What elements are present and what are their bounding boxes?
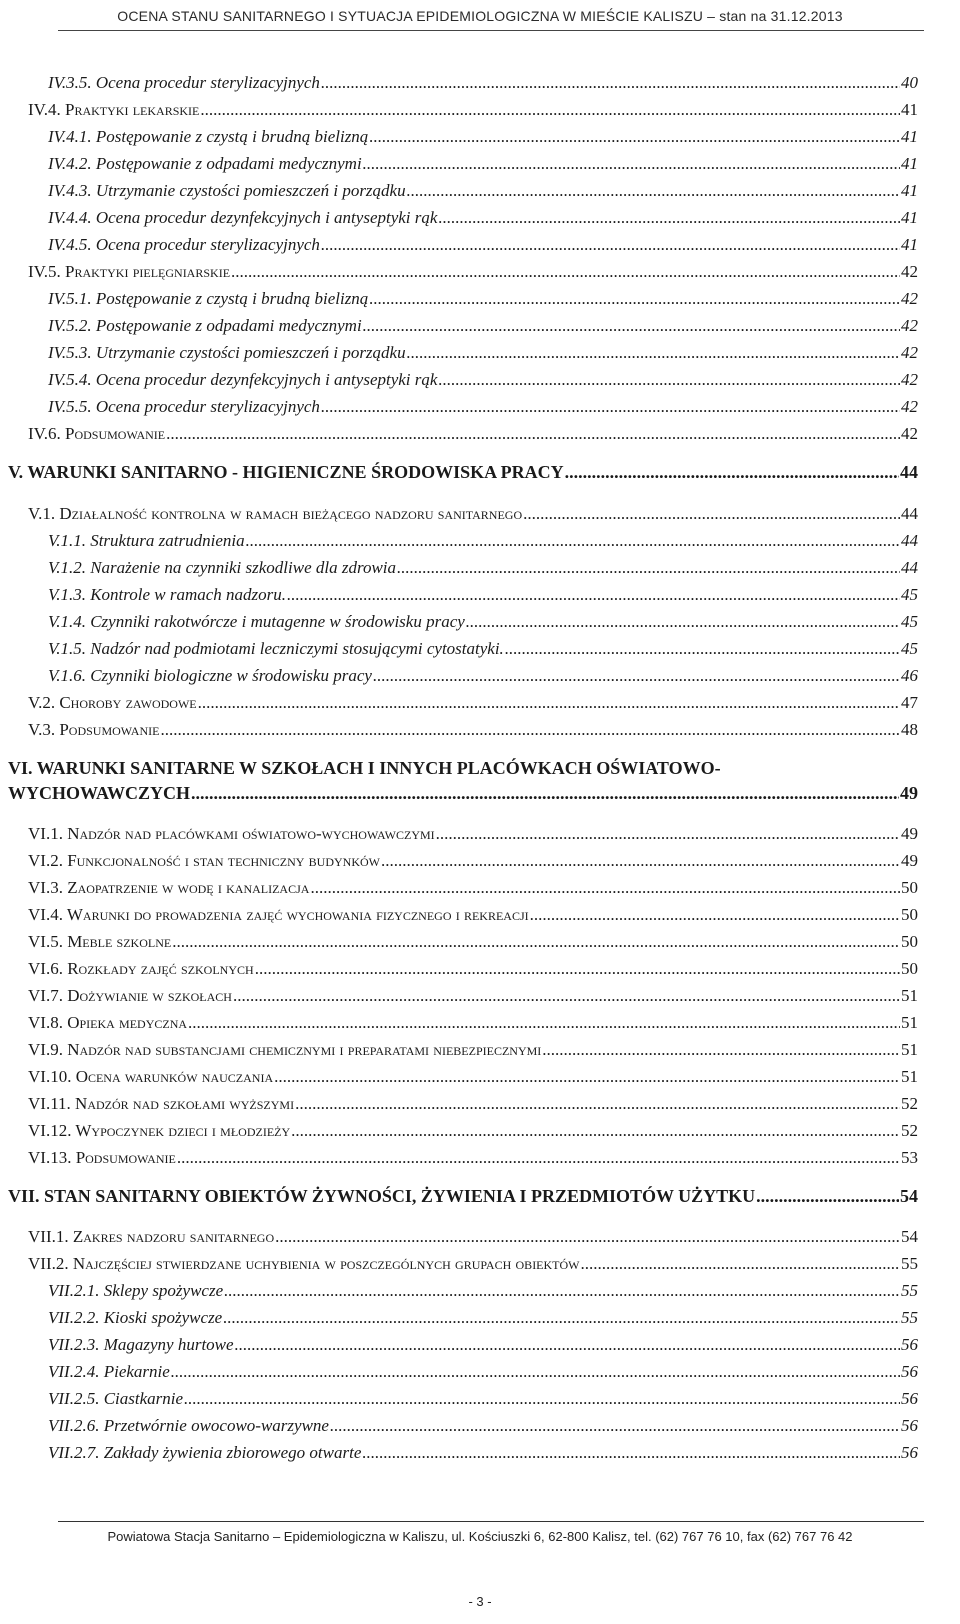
toc-entry-title: VI.6. Rozkłady zajęć szkolnych [28,959,254,978]
toc-leader-dots [172,931,900,953]
toc-leader-dots [188,1012,900,1034]
toc-entry[interactable] [8,782,918,804]
toc-entry[interactable] [48,665,918,687]
toc-leader-dots [523,503,900,525]
toc-leader-dots [397,557,900,579]
toc-entry-title: VI.11. Nadzór nad szkołami wyższymi [28,1094,295,1113]
footer-rule [58,1521,924,1522]
toc-entry-title: V.1.2. Narażenie na czynniki szkodliwe dla zdrowia [48,558,397,577]
toc-entry[interactable] [28,1120,918,1142]
toc-entry[interactable] [28,1093,918,1115]
toc-entry-page: 50 [901,932,918,951]
toc-entry-page: 45 [901,612,918,631]
toc-leader-dots [438,369,900,391]
toc-leader-dots [369,288,900,310]
toc-entry[interactable] [48,369,918,391]
toc-leader-dots [310,877,900,899]
toc-entry-page: 40 [901,73,918,92]
toc-entry-title: V.3. Podsumowanie [28,720,160,739]
toc-entry-title: VII.2. Najczęściej stwierdzane uchybienia w poszczególnych grupach obiektów [28,1254,580,1273]
toc-entry-title: VI.10. Ocena warunków nauczania [28,1067,274,1086]
toc-entry-page: 49 [900,783,918,803]
toc-leader-dots [530,904,900,926]
toc-entry[interactable] [28,1039,918,1061]
toc-entry-page: 50 [901,878,918,897]
toc-leader-dots [171,1361,900,1383]
toc-entry-page: 55 [901,1254,918,1273]
toc-leader-dots [565,461,899,483]
toc-entry-page: 46 [901,666,918,685]
toc-entry[interactable] [48,180,918,202]
toc-entry-title: IV.4.2. Postępowanie z odpadami medycznymi [48,154,362,173]
toc-leader-dots [191,782,899,804]
toc-entry[interactable] [48,342,918,364]
toc-entry[interactable] [28,985,918,1007]
toc-entry-page: 44 [900,462,918,482]
toc-entry[interactable] [48,1280,918,1302]
toc-entry-page: 41 [901,208,918,227]
toc-entry-title: V.1.4. Czynniki rakotwórcze i mutagenne w środowisku pracy [48,612,465,631]
toc-entry-title: IV.4.3. Utrzymanie czystości pomieszczeń i porządku [48,181,406,200]
toc-entry-page: 42 [901,397,918,416]
toc-entry-title: VI.8. Opieka medyczna [28,1013,188,1032]
toc-entry[interactable] [28,877,918,899]
toc-entry-page: 41 [901,235,918,254]
toc-entry-title: VI.1. Nadzór nad placówkami oświatowo-wychowawczymi [28,824,435,843]
toc-entry-title: IV.5.4. Ocena procedur dezynfekcyjnych i antyseptyki rąk [48,370,438,389]
toc-leader-dots [166,423,900,445]
toc-entry[interactable] [28,958,918,980]
toc-entry[interactable] [28,99,918,121]
toc-entry-page: 42 [901,262,918,281]
toc-leader-dots [223,1307,900,1329]
toc-entry[interactable] [8,757,918,779]
toc-entry-page: 54 [901,1227,918,1246]
toc-entry-page: 44 [901,558,918,577]
toc-entry-title: VII.2.5. Ciastkarnie [48,1389,184,1408]
toc-entry-page: 51 [901,986,918,1005]
toc-entry-title: IV.4.1. Postępowanie z czystą i brudną bielizną [48,127,369,146]
toc-entry-title: V.1.5. Nadzór nad podmiotami leczniczymi stosującymi cytostatyki. [48,639,504,658]
toc-entry-page: 42 [901,370,918,389]
toc-leader-dots [291,1120,900,1142]
toc-leader-dots [321,396,900,418]
toc-entry[interactable] [28,931,918,953]
toc-entry[interactable] [28,692,918,714]
toc-entry-page: 51 [901,1067,918,1086]
toc-entry-title: VII.2.7. Zakłady żywienia zbiorowego otwarte [48,1443,362,1462]
toc-entry[interactable] [48,315,918,337]
toc-leader-dots [542,1039,900,1061]
toc-entry[interactable] [8,461,918,483]
toc-leader-dots [274,1066,900,1088]
toc-entry-page: 53 [901,1148,918,1167]
toc-entry-page: 47 [901,693,918,712]
toc-entry-page: 51 [901,1040,918,1059]
toc-entry-page: 55 [901,1281,918,1300]
toc-leader-dots [438,207,900,229]
toc-entry-title: VI.3. Zaopatrzenie w wodę i kanalizacja [28,878,310,897]
toc-entry-title: VII.2.6. Przetwórnie owocowo-warzywne [48,1416,329,1435]
toc-leader-dots [287,584,900,606]
toc-entry-title: VII. STAN SANITARNY OBIEKTÓW ŻYWNOŚCI, ŻYWIENIA I PRZEDMIOTÓW UŻYTKU [8,1186,756,1206]
toc-entry-title: IV.3.5. Ocena procedur sterylizacyjnych [48,73,320,92]
toc-leader-dots [363,315,900,337]
toc-entry[interactable] [28,1147,918,1169]
toc-entry-page: 56 [901,1416,918,1435]
toc-leader-dots [466,611,900,633]
toc-entry-page: 42 [901,316,918,335]
toc-leader-dots [321,72,900,94]
toc-leader-dots [184,1388,900,1410]
toc-leader-dots [407,180,900,202]
toc-entry-page: 41 [901,100,918,119]
toc-entry-title: VII.2.3. Magazyny hurtowe [48,1335,234,1354]
toc-entry-page: 42 [901,289,918,308]
toc-entry-page: 42 [901,424,918,443]
toc-entry-title: VI.9. Nadzór nad substancjami chemicznymi i preparatami niebezpiecznymi [28,1040,542,1059]
toc-entry[interactable] [48,1334,918,1356]
toc-entry-page: 52 [901,1121,918,1140]
toc-leader-dots [369,126,900,148]
toc-leader-dots [275,1226,900,1248]
toc-entry[interactable] [28,719,918,741]
toc-entry-title: IV.5.2. Postępowanie z odpadami medycznymi [48,316,362,335]
toc-entry[interactable] [28,423,918,445]
toc-entry[interactable] [48,396,918,418]
toc-entry-page: 51 [901,1013,918,1032]
toc-entry[interactable] [48,611,918,633]
toc-entry-page: 55 [901,1308,918,1327]
toc-leader-dots [246,530,900,552]
toc-entry-title: V. WARUNKI SANITARNO - HIGIENICZNE ŚRODOWISKA PRACY [8,462,564,482]
toc-entry[interactable] [48,207,918,229]
toc-entry-page: 45 [901,585,918,604]
toc-leader-dots [231,261,900,283]
toc-entry[interactable] [48,584,918,606]
toc-leader-dots [407,342,900,364]
toc-entry-page: 56 [901,1443,918,1462]
toc-leader-dots [581,1253,900,1275]
toc-entry-page: 41 [901,127,918,146]
page-number: - 3 - [468,1594,492,1609]
toc-entry-title: IV.4. Praktyki lekarskie [28,100,200,119]
toc-entry[interactable] [48,1361,918,1383]
toc-leader-dots [235,1334,900,1356]
toc-entry[interactable] [48,234,918,256]
toc-entry-title: VII.2.1. Sklepy spożywcze [48,1281,224,1300]
toc-entry[interactable] [28,904,918,926]
toc-entry-page: 41 [901,154,918,173]
toc-entry-title: VI.4. Warunki do prowadzenia zajęć wychowania fizycznego i rekreacji [28,905,529,924]
toc-entry-page: 56 [901,1389,918,1408]
toc-entry[interactable] [48,530,918,552]
toc-entry[interactable] [28,261,918,283]
toc-entry[interactable] [28,1253,918,1275]
toc-entry-page: 50 [901,905,918,924]
toc-entry-title: V.1.3. Kontrole w ramach nadzoru. [48,585,287,604]
toc-entry-page: 50 [901,959,918,978]
toc-entry-title: WYCHOWAWCZYCH [8,783,191,803]
toc-entry-title: IV.4.5. Ocena procedur sterylizacyjnych [48,235,320,254]
toc-entry[interactable] [48,153,918,175]
toc-entry[interactable] [48,1388,918,1410]
toc-entry-title: IV.4.4. Ocena procedur dezynfekcyjnych i antyseptyki rąk [48,208,438,227]
toc-entry[interactable] [48,1442,918,1464]
toc-entry[interactable] [48,72,918,94]
toc-entry-title: VI.7. Dożywianie w szkołach [28,986,232,1005]
toc-entry[interactable] [48,1415,918,1437]
toc-leader-dots [330,1415,900,1437]
toc-leader-dots [505,638,900,660]
toc-entry-title: V.1.6. Czynniki biologiczne w środowisku pracy [48,666,372,685]
toc-entry[interactable] [28,823,918,845]
toc-entry[interactable] [28,1066,918,1088]
toc-entry-title: V.1. Działalność kontrolna w ramach bieżącego nadzoru sanitarnego [28,504,523,523]
header-rule [58,30,924,31]
toc-entry-title: IV.5.1. Postępowanie z czystą i brudną bielizną [48,289,369,308]
toc-leader-dots [224,1280,900,1302]
toc-leader-dots [362,1442,900,1464]
toc-leader-dots [233,985,900,1007]
toc-entry[interactable] [48,1307,918,1329]
toc-entry[interactable] [48,126,918,148]
toc-entry[interactable] [28,503,918,525]
toc-leader-dots [177,1147,900,1169]
toc-entry[interactable] [8,1185,918,1207]
toc-leader-dots [160,719,900,741]
toc-entry-page: 54 [900,1186,918,1206]
toc-entry[interactable] [28,1226,918,1248]
toc-entry[interactable] [28,1012,918,1034]
toc-entry-page: 48 [901,720,918,739]
toc-entry-title: VII.1. Zakres nadzoru sanitarnego [28,1227,275,1246]
toc-entry-title: V.1.1. Struktura zatrudnienia [48,531,245,550]
toc-leader-dots [373,665,900,687]
toc-leader-dots [198,692,900,714]
toc-entry-title: VI.2. Funkcjonalność i stan techniczny budynków [28,851,381,870]
toc-leader-dots [200,99,900,121]
toc-entry[interactable] [48,288,918,310]
toc-entry-page: 56 [901,1362,918,1381]
footer-address: Powiatowa Stacja Sanitarno – Epidemiologiczna w Kaliszu, ul. Kościuszki 6, 62-800 Kalisz, tel. (62) 767 76 10, fax (62) 767 76 42 [107,1529,853,1544]
toc-entry-page: 49 [901,851,918,870]
toc-leader-dots [255,958,900,980]
toc-leader-dots [381,850,900,872]
toc-entry-page: 56 [901,1335,918,1354]
running-header: OCENA STANU SANITARNEGO I SYTUACJA EPIDEMIOLOGICZNA W MIEŚCIE KALISZU – stan na 31.12.2013 [117,8,843,24]
toc-entry-page: 44 [901,531,918,550]
toc-entry-title: V.2. Choroby zawodowe [28,693,197,712]
toc-entry-title: VII.2.2. Kioski spożywcze [48,1308,223,1327]
toc-entry-page: 49 [901,824,918,843]
toc-entry-title: IV.5.3. Utrzymanie czystości pomieszczeń i porządku [48,343,406,362]
toc-entry-title: IV.5.5. Ocena procedur sterylizacyjnych [48,397,320,416]
toc-entry-title: IV.5. Praktyki pielęgniarskie [28,262,231,281]
toc-entry-page: 42 [901,343,918,362]
toc-entry-page: 52 [901,1094,918,1113]
toc-entry-page: 45 [901,639,918,658]
toc-entry-page: 41 [901,181,918,200]
toc-leader-dots [436,823,900,845]
toc-entry-title: VI.13. Podsumowanie [28,1148,176,1167]
toc-entry-page: 44 [901,504,918,523]
toc-entry-title: VI.12. Wypoczynek dzieci i młodzieży [28,1121,291,1140]
toc-leader-dots [756,1185,899,1207]
toc-leader-dots [321,234,900,256]
toc-entry[interactable] [48,638,918,660]
toc-entry[interactable] [28,850,918,872]
toc-entry-title: VII.2.4. Piekarnie [48,1362,170,1381]
toc-entry-title: VI.5. Meble szkolne [28,932,172,951]
toc-leader-dots [363,153,900,175]
toc-entry-title: IV.6. Podsumowanie [28,424,166,443]
toc-leader-dots [295,1093,900,1115]
toc-entry[interactable] [48,557,918,579]
toc-entry-title: VI. WARUNKI SANITARNE W SZKOŁACH I INNYCH PLACÓWKACH OŚWIATOWO- [8,758,721,778]
